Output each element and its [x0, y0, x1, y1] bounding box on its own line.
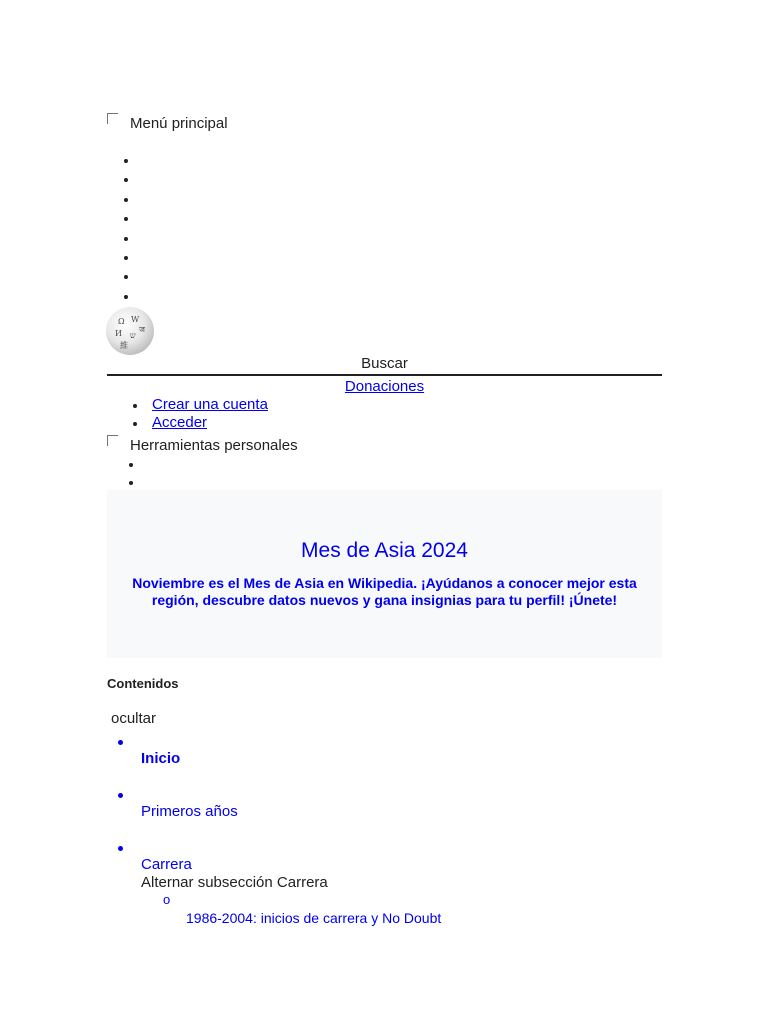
donations-link[interactable]: Donaciones: [344, 378, 425, 395]
list-item: [124, 237, 128, 241]
toc-bullet: [118, 793, 123, 798]
toc-heading: Contenidos: [107, 676, 179, 691]
toc-item-carrera[interactable]: Carrera: [141, 856, 192, 873]
list-item: [124, 275, 128, 279]
banner-text[interactable]: Noviembre es el Mes de Asia en Wikipedia. ¡Ayúdanos a conocer mejor esta región, descubre datos nuevos y gana insignias para tu perfil! ¡Únete!: [132, 575, 637, 608]
list-bullet: [133, 422, 137, 426]
wikipedia-globe-icon[interactable]: Ω W И ש 維 ज: [106, 307, 154, 355]
list-item: [129, 481, 133, 485]
toc-bullet: [118, 846, 123, 851]
list-item: [124, 256, 128, 260]
search-input[interactable]: [107, 374, 662, 376]
list-item: [129, 463, 133, 467]
toc-subitem-1986-2004[interactable]: 1986-2004: inicios de carrera y No Doubt: [186, 910, 442, 926]
list-item: [124, 178, 128, 182]
list-item: [124, 217, 128, 221]
toc-subitem-marker: o: [163, 892, 171, 907]
main-menu-checkbox[interactable]: [107, 113, 118, 124]
list-item: [124, 159, 128, 163]
campaign-banner[interactable]: [107, 490, 662, 658]
list-bullet: [133, 404, 137, 408]
toc-toggle-carrera[interactable]: Alternar subsección Carrera: [141, 874, 328, 891]
list-item: [124, 295, 128, 299]
toc-item-inicio[interactable]: Inicio: [141, 750, 181, 767]
toc-item-primeros-anos[interactable]: Primeros años: [141, 803, 238, 820]
search-label[interactable]: Buscar: [361, 355, 408, 372]
banner-title[interactable]: Mes de Asia 2024: [301, 539, 468, 562]
create-account-link[interactable]: Crear una cuenta: [152, 396, 268, 413]
login-link[interactable]: Acceder: [152, 414, 208, 431]
personal-tools-checkbox[interactable]: [107, 435, 118, 446]
toc-bullet: [118, 740, 123, 745]
main-menu-label[interactable]: Menú principal: [130, 115, 228, 132]
toc-hide-button[interactable]: ocultar: [111, 710, 157, 727]
list-item: [124, 198, 128, 202]
donations-container: [107, 378, 662, 395]
personal-tools-label[interactable]: Herramientas personales: [130, 437, 298, 454]
